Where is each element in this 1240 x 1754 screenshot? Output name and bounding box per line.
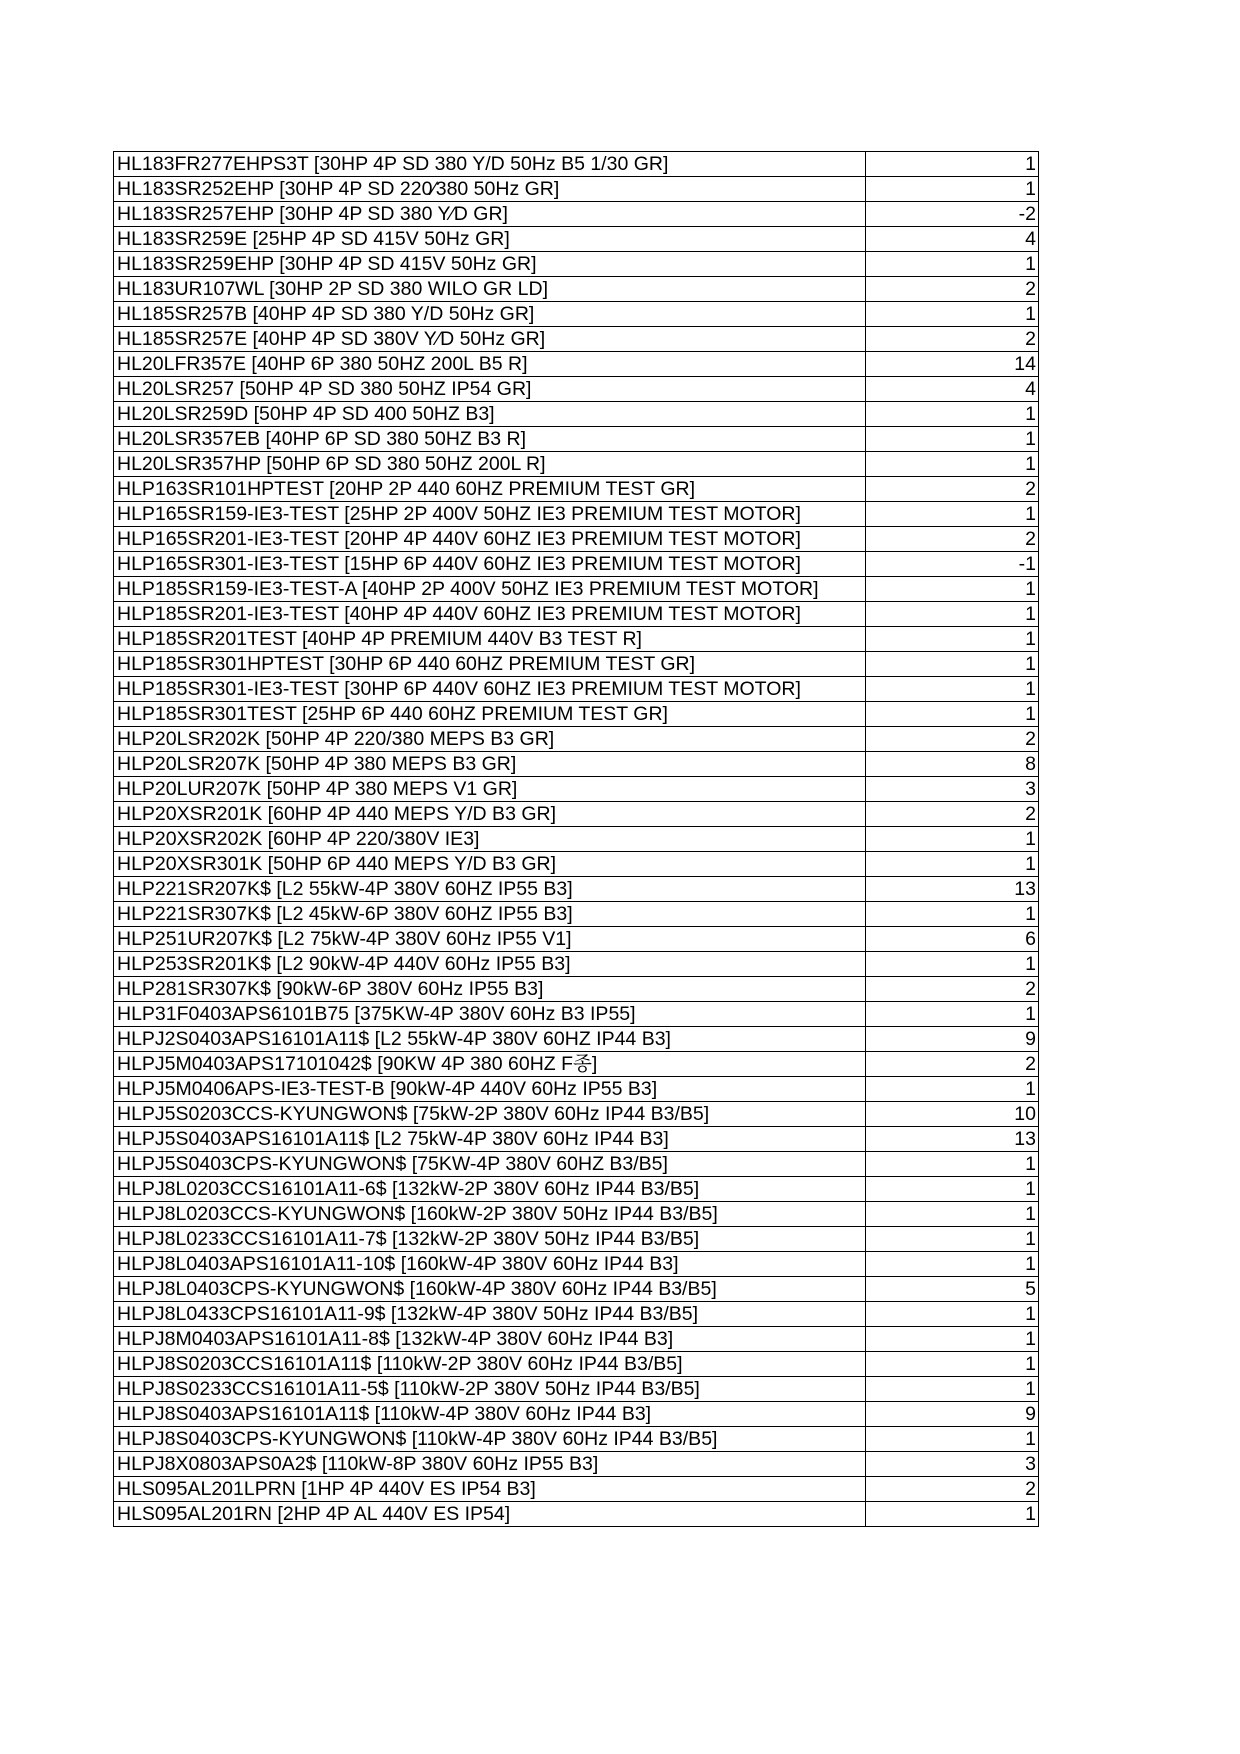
item-description-cell: HLPJ5S0203CCS-KYUNGWON$ [75kW-2P 380V 60Hz IP44 B3/B5]	[114, 1102, 866, 1127]
quantity-cell: 2	[866, 327, 1039, 352]
table-row	[114, 277, 1039, 302]
item-description-cell: HL20LSR357HP [50HP 6P SD 380 50HZ 200L R]	[114, 452, 866, 477]
table-row	[114, 152, 1039, 177]
table-row	[114, 877, 1039, 902]
quantity-cell: 1	[866, 252, 1039, 277]
table-row	[114, 227, 1039, 252]
quantity-cell: 1	[866, 902, 1039, 927]
table-row	[114, 702, 1039, 727]
table-row	[114, 1177, 1039, 1202]
quantity-cell: 1	[866, 702, 1039, 727]
quantity-cell: 3	[866, 777, 1039, 802]
item-description-cell: HLS095AL201LPRN [1HP 4P 440V ES IP54 B3]	[114, 1477, 866, 1502]
table-row	[114, 352, 1039, 377]
item-description-cell: HLP20XSR202K [60HP 4P 220/380V IE3]	[114, 827, 866, 852]
quantity-cell: 1	[866, 952, 1039, 977]
quantity-cell: 1	[866, 1427, 1039, 1452]
table-row	[114, 527, 1039, 552]
inventory-table	[113, 151, 1039, 1527]
table-row	[114, 1477, 1039, 1502]
table-row	[114, 1277, 1039, 1302]
table-row	[114, 652, 1039, 677]
quantity-cell: 13	[866, 1127, 1039, 1152]
quantity-cell: 5	[866, 1277, 1039, 1302]
table-row	[114, 1302, 1039, 1327]
table-row	[114, 252, 1039, 277]
item-description-cell: HLPJ8L0233CCS16101A11-7$ [132kW-2P 380V 50Hz IP44 B3/B5]	[114, 1227, 866, 1252]
item-description-cell: HLPJ8S0203CCS16101A11$ [110kW-2P 380V 60Hz IP44 B3/B5]	[114, 1352, 866, 1377]
quantity-cell: 1	[866, 152, 1039, 177]
item-description-cell: HLPJ8X0803APS0A2$ [110kW-8P 380V 60Hz IP55 B3]	[114, 1452, 866, 1477]
item-description-cell: HLP163SR101HPTEST [20HP 2P 440 60HZ PREMIUM TEST GR]	[114, 477, 866, 502]
table-row	[114, 327, 1039, 352]
item-description-cell: HLPJ8S0403APS16101A11$ [110kW-4P 380V 60Hz IP44 B3]	[114, 1402, 866, 1427]
item-description-cell: HLP185SR301-IE3-TEST [30HP 6P 440V 60HZ IE3 PREMIUM TEST MOTOR]	[114, 677, 866, 702]
table-row	[114, 802, 1039, 827]
quantity-cell: 1	[866, 652, 1039, 677]
item-description-cell: HLPJ8L0403APS16101A11-10$ [160kW-4P 380V 60Hz IP44 B3]	[114, 1252, 866, 1277]
quantity-cell: -2	[866, 202, 1039, 227]
table-row	[114, 902, 1039, 927]
item-description-cell: HLP185SR201TEST [40HP 4P PREMIUM 440V B3 TEST R]	[114, 627, 866, 652]
item-description-cell: HLP20LUR207K [50HP 4P 380 MEPS V1 GR]	[114, 777, 866, 802]
table-row	[114, 1202, 1039, 1227]
quantity-cell: 1	[866, 1377, 1039, 1402]
item-description-cell: HL183SR257EHP [30HP 4P SD 380 Y∕D GR]	[114, 202, 866, 227]
quantity-cell: 2	[866, 1052, 1039, 1077]
table-row	[114, 177, 1039, 202]
quantity-cell: 1	[866, 1352, 1039, 1377]
quantity-cell: 1	[866, 1152, 1039, 1177]
table-row	[114, 627, 1039, 652]
quantity-cell: 8	[866, 752, 1039, 777]
item-description-cell: HLP31F0403APS6101B75 [375KW-4P 380V 60Hz B3 IP55]	[114, 1002, 866, 1027]
item-description-cell: HLPJ8L0203CCS16101A11-6$ [132kW-2P 380V 60Hz IP44 B3/B5]	[114, 1177, 866, 1202]
quantity-cell: 1	[866, 427, 1039, 452]
item-description-cell: HL183SR259EHP [30HP 4P SD 415V 50Hz GR]	[114, 252, 866, 277]
table-row	[114, 1252, 1039, 1277]
item-description-cell: HLP20LSR207K [50HP 4P 380 MEPS B3 GR]	[114, 752, 866, 777]
quantity-cell: 1	[866, 677, 1039, 702]
item-description-cell: HL183SR259E [25HP 4P SD 415V 50Hz GR]	[114, 227, 866, 252]
item-description-cell: HL185SR257B [40HP 4P SD 380 Y/D 50Hz GR]	[114, 302, 866, 327]
quantity-cell: 9	[866, 1402, 1039, 1427]
item-description-cell: HL20LSR257 [50HP 4P SD 380 50HZ IP54 GR]	[114, 377, 866, 402]
quantity-cell: 4	[866, 377, 1039, 402]
quantity-cell: 1	[866, 1202, 1039, 1227]
item-description-cell: HLP20XSR201K [60HP 4P 440 MEPS Y/D B3 GR]	[114, 802, 866, 827]
table-row	[114, 1152, 1039, 1177]
quantity-cell: 6	[866, 927, 1039, 952]
item-description-cell: HLPJ2S0403APS16101A11$ [L2 55kW-4P 380V 60HZ IP44 B3]	[114, 1027, 866, 1052]
quantity-cell: 2	[866, 477, 1039, 502]
item-description-cell: HLP251UR207K$ [L2 75kW-4P 380V 60Hz IP55 V1]	[114, 927, 866, 952]
table-row	[114, 927, 1039, 952]
table-row	[114, 1427, 1039, 1452]
inventory-table-body	[114, 152, 1039, 1527]
item-description-cell: HLP185SR301TEST [25HP 6P 440 60HZ PREMIUM TEST GR]	[114, 702, 866, 727]
item-description-cell: HLP20XSR301K [50HP 6P 440 MEPS Y/D B3 GR]	[114, 852, 866, 877]
item-description-cell: HLS095AL201RN [2HP 4P AL 440V ES IP54]	[114, 1502, 866, 1527]
quantity-cell: -1	[866, 552, 1039, 577]
table-row	[114, 577, 1039, 602]
table-row	[114, 777, 1039, 802]
quantity-cell: 10	[866, 1102, 1039, 1127]
quantity-cell: 4	[866, 227, 1039, 252]
quantity-cell: 2	[866, 277, 1039, 302]
item-description-cell: HL20LFR357E [40HP 6P 380 50HZ 200L B5 R]	[114, 352, 866, 377]
quantity-cell: 1	[866, 1502, 1039, 1527]
quantity-cell: 1	[866, 1002, 1039, 1027]
item-description-cell: HLP165SR301-IE3-TEST [15HP 6P 440V 60HZ IE3 PREMIUM TEST MOTOR]	[114, 552, 866, 577]
item-description-cell: HLP165SR159-IE3-TEST [25HP 2P 400V 50HZ IE3 PREMIUM TEST MOTOR]	[114, 502, 866, 527]
table-row	[114, 1077, 1039, 1102]
table-row	[114, 552, 1039, 577]
item-description-cell: HL183FR277EHPS3T [30HP 4P SD 380 Y/D 50Hz B5 1/30 GR]	[114, 152, 866, 177]
item-description-cell: HLP281SR307K$ [90kW-6P 380V 60Hz IP55 B3]	[114, 977, 866, 1002]
item-description-cell: HLPJ5S0403CPS-KYUNGWON$ [75KW-4P 380V 60HZ B3/B5]	[114, 1152, 866, 1177]
quantity-cell: 1	[866, 502, 1039, 527]
quantity-cell: 2	[866, 727, 1039, 752]
item-description-cell: HL20LSR259D [50HP 4P SD 400 50HZ B3]	[114, 402, 866, 427]
quantity-cell: 2	[866, 802, 1039, 827]
table-row	[114, 1352, 1039, 1377]
item-description-cell: HLPJ8S0403CPS-KYUNGWON$ [110kW-4P 380V 60Hz IP44 B3/B5]	[114, 1427, 866, 1452]
table-row	[114, 1127, 1039, 1152]
table-row	[114, 1227, 1039, 1252]
quantity-cell: 14	[866, 352, 1039, 377]
table-row	[114, 1502, 1039, 1527]
item-description-cell: HLP185SR159-IE3-TEST-A [40HP 2P 400V 50HZ IE3 PREMIUM TEST MOTOR]	[114, 577, 866, 602]
table-row	[114, 677, 1039, 702]
table-row	[114, 852, 1039, 877]
quantity-cell: 2	[866, 977, 1039, 1002]
item-description-cell: HL20LSR357EB [40HP 6P SD 380 50HZ B3 R]	[114, 427, 866, 452]
table-row	[114, 452, 1039, 477]
table-row	[114, 427, 1039, 452]
quantity-cell: 3	[866, 1452, 1039, 1477]
item-description-cell: HLPJ5S0403APS16101A11$ [L2 75kW-4P 380V 60Hz IP44 B3]	[114, 1127, 866, 1152]
item-description-cell: HL183SR252EHP [30HP 4P SD 220∕380 50Hz GR]	[114, 177, 866, 202]
item-description-cell: HLP165SR201-IE3-TEST [20HP 4P 440V 60HZ IE3 PREMIUM TEST MOTOR]	[114, 527, 866, 552]
quantity-cell: 1	[866, 1252, 1039, 1277]
item-description-cell: HLP253SR201K$ [L2 90kW-4P 440V 60Hz IP55 B3]	[114, 952, 866, 977]
quantity-cell: 1	[866, 577, 1039, 602]
table-row	[114, 1002, 1039, 1027]
table-row	[114, 202, 1039, 227]
item-description-cell: HLP20LSR202K [50HP 4P 220/380 MEPS B3 GR]	[114, 727, 866, 752]
table-row	[114, 1402, 1039, 1427]
quantity-cell: 2	[866, 1477, 1039, 1502]
table-row	[114, 1327, 1039, 1352]
table-row	[114, 727, 1039, 752]
item-description-cell: HL185SR257E [40HP 4P SD 380V Y∕D 50Hz GR]	[114, 327, 866, 352]
table-row	[114, 1027, 1039, 1052]
item-description-cell: HLPJ8L0433CPS16101A11-9$ [132kW-4P 380V 50Hz IP44 B3/B5]	[114, 1302, 866, 1327]
quantity-cell: 1	[866, 1177, 1039, 1202]
table-row	[114, 477, 1039, 502]
table-row	[114, 1052, 1039, 1077]
quantity-cell: 13	[866, 877, 1039, 902]
quantity-cell: 2	[866, 527, 1039, 552]
table-row	[114, 827, 1039, 852]
item-description-cell: HLPJ8M0403APS16101A11-8$ [132kW-4P 380V 60Hz IP44 B3]	[114, 1327, 866, 1352]
table-row	[114, 602, 1039, 627]
item-description-cell: HLPJ8L0203CCS-KYUNGWON$ [160kW-2P 380V 50Hz IP44 B3/B5]	[114, 1202, 866, 1227]
item-description-cell: HLPJ5M0403APS17101042$ [90KW 4P 380 60HZ F종]	[114, 1052, 866, 1077]
item-description-cell: HLPJ8L0403CPS-KYUNGWON$ [160kW-4P 380V 60Hz IP44 B3/B5]	[114, 1277, 866, 1302]
table-row	[114, 977, 1039, 1002]
quantity-cell: 1	[866, 602, 1039, 627]
quantity-cell: 1	[866, 177, 1039, 202]
quantity-cell: 1	[866, 1077, 1039, 1102]
item-description-cell: HLP221SR207K$ [L2 55kW-4P 380V 60HZ IP55 B3]	[114, 877, 866, 902]
table-row	[114, 1102, 1039, 1127]
item-description-cell: HLPJ5M0406APS-IE3-TEST-B [90kW-4P 440V 60Hz IP55 B3]	[114, 1077, 866, 1102]
table-row	[114, 952, 1039, 977]
item-description-cell: HLP221SR307K$ [L2 45kW-6P 380V 60HZ IP55 B3]	[114, 902, 866, 927]
table-row	[114, 502, 1039, 527]
table-row	[114, 302, 1039, 327]
quantity-cell: 1	[866, 827, 1039, 852]
quantity-cell: 1	[866, 1327, 1039, 1352]
quantity-cell: 1	[866, 402, 1039, 427]
table-row	[114, 377, 1039, 402]
quantity-cell: 1	[866, 452, 1039, 477]
quantity-cell: 9	[866, 1027, 1039, 1052]
quantity-cell: 1	[866, 852, 1039, 877]
item-description-cell: HLPJ8S0233CCS16101A11-5$ [110kW-2P 380V 50Hz IP44 B3/B5]	[114, 1377, 866, 1402]
quantity-cell: 1	[866, 302, 1039, 327]
table-row	[114, 752, 1039, 777]
table-row	[114, 402, 1039, 427]
quantity-cell: 1	[866, 627, 1039, 652]
quantity-cell: 1	[866, 1302, 1039, 1327]
item-description-cell: HL183UR107WL [30HP 2P SD 380 WILO GR LD]	[114, 277, 866, 302]
item-description-cell: HLP185SR301HPTEST [30HP 6P 440 60HZ PREMIUM TEST GR]	[114, 652, 866, 677]
item-description-cell: HLP185SR201-IE3-TEST [40HP 4P 440V 60HZ IE3 PREMIUM TEST MOTOR]	[114, 602, 866, 627]
table-row	[114, 1452, 1039, 1477]
table-row	[114, 1377, 1039, 1402]
quantity-cell: 1	[866, 1227, 1039, 1252]
